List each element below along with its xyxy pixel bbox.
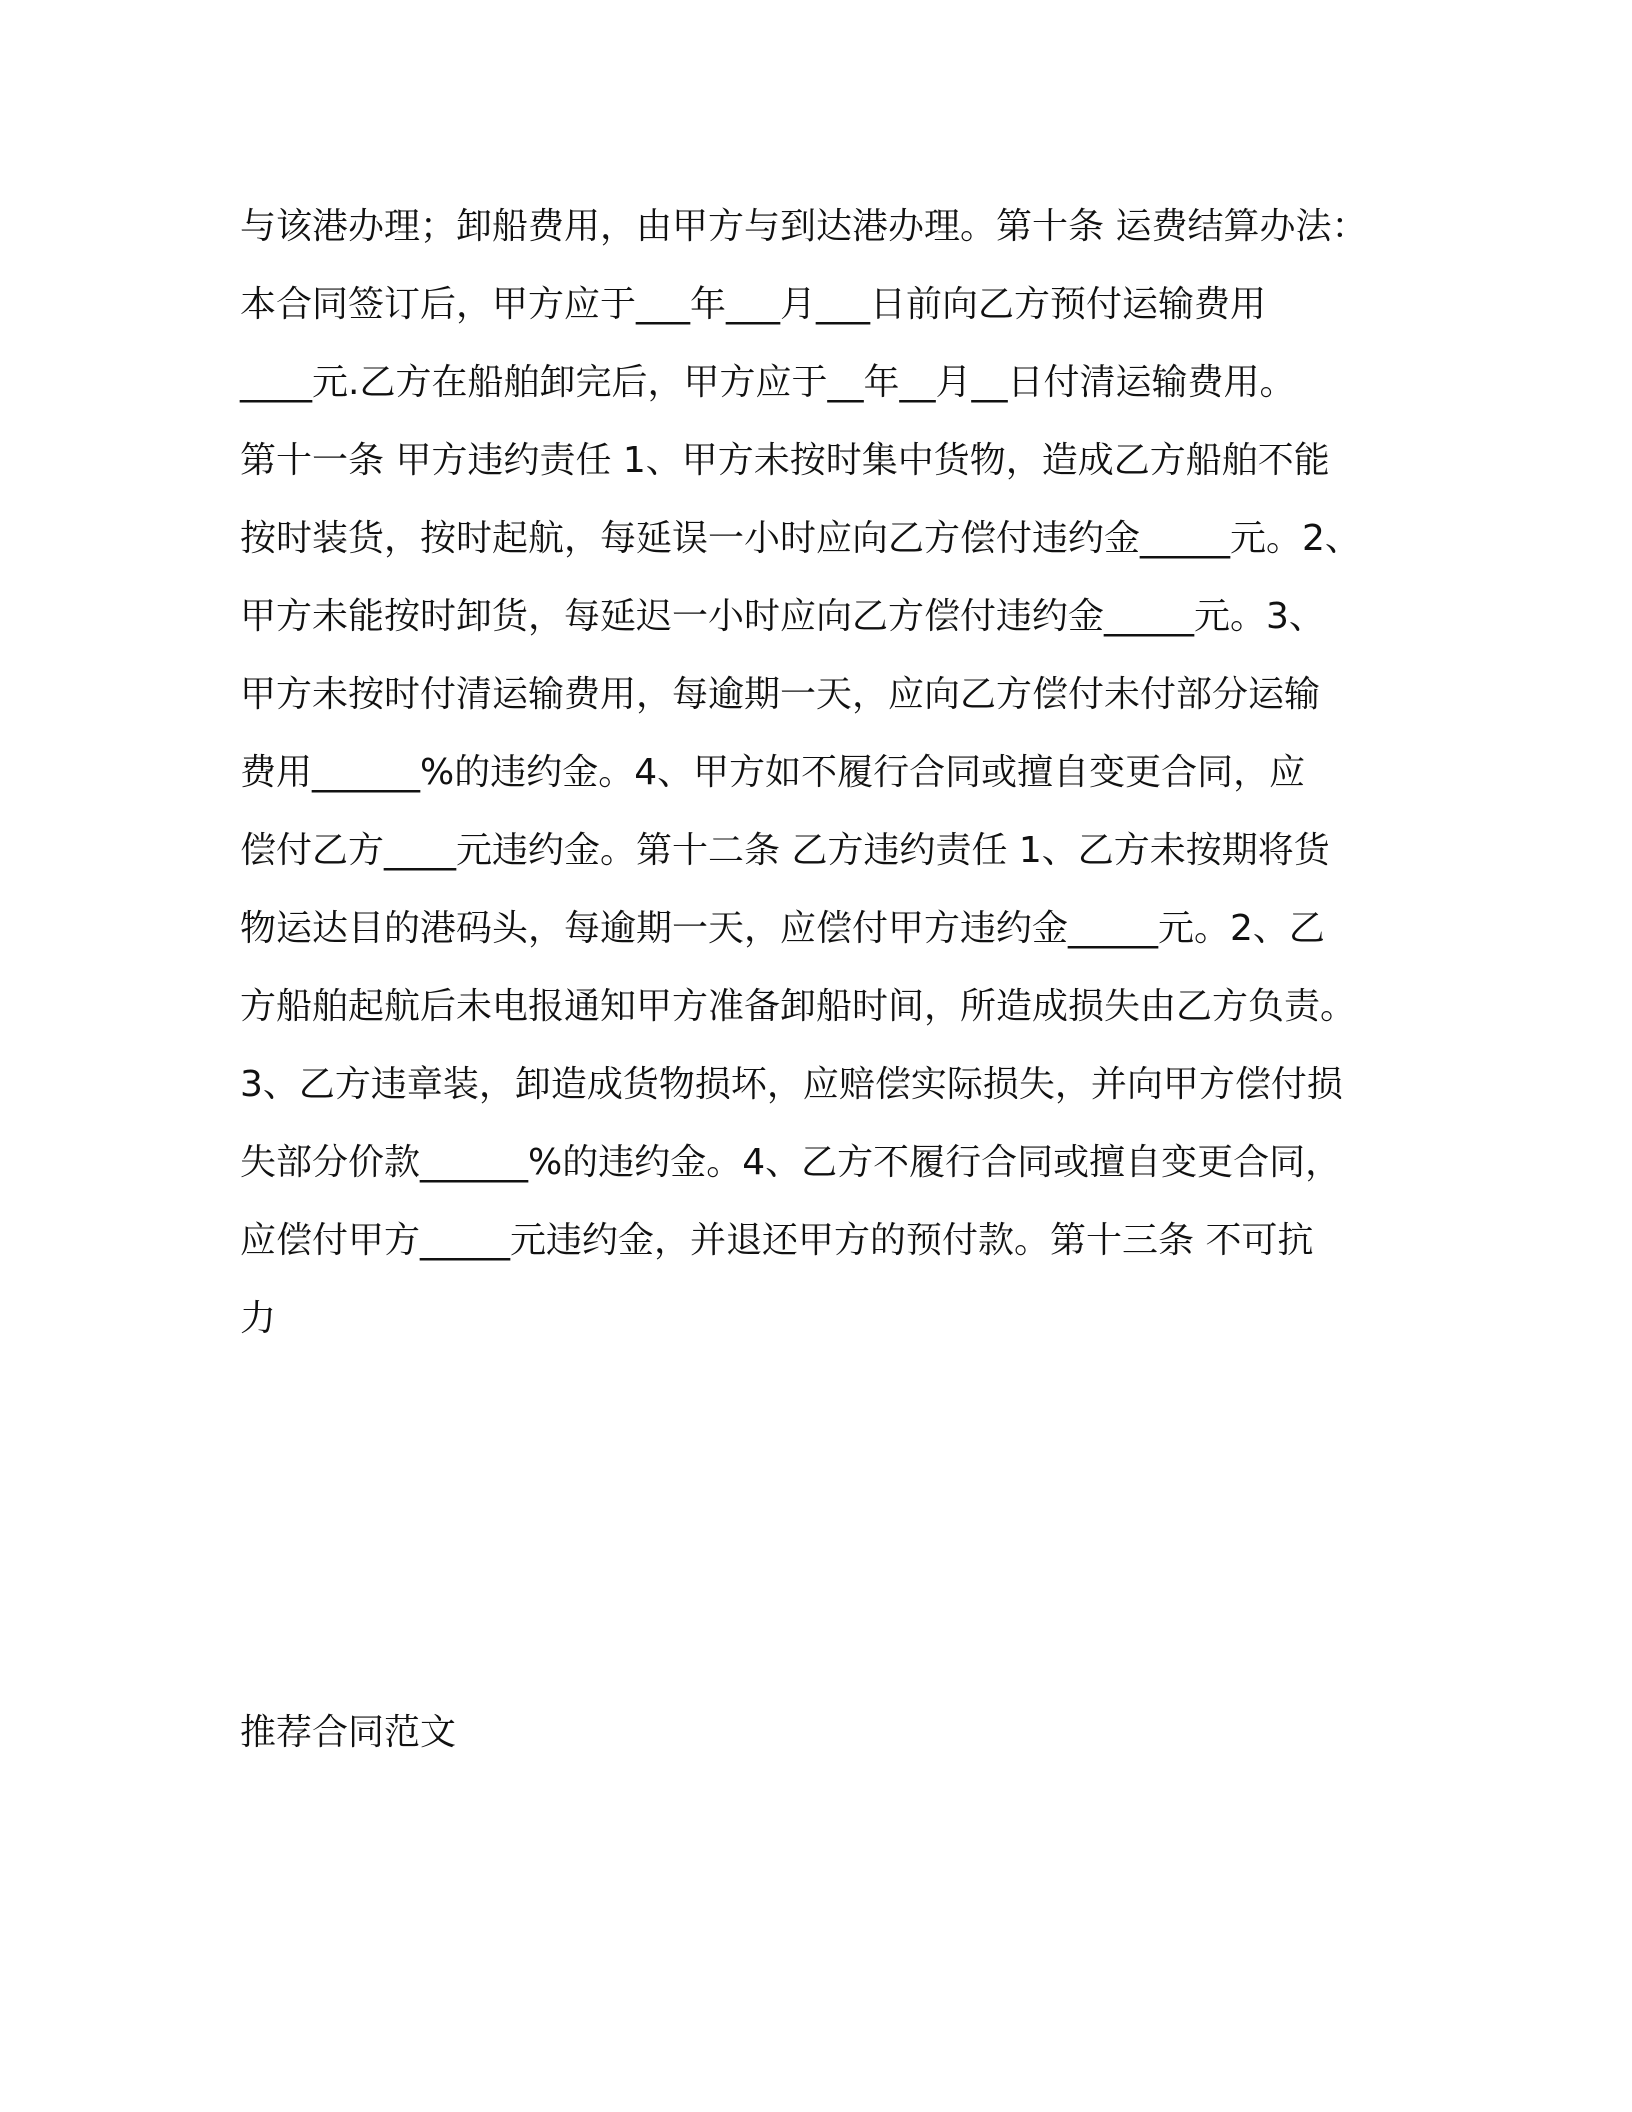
- text-line: 第十一条 甲方违约责任 1、甲方未按时集中货物，造成乙方船舶不能: [240, 440, 1330, 481]
- text-line: 力: [240, 1298, 277, 1339]
- text-line: 按时装货，按时起航，每延误一小时应向乙方偿付违约金_____元。2、: [240, 518, 1361, 559]
- text-line: 偿付乙方____元违约金。第十二条 乙方违约责任 1、乙方未按期将货: [240, 830, 1330, 871]
- text-line: 与该港办理；卸船费用，由甲方与到达港办理。第十条 运费结算办法：: [240, 206, 1368, 247]
- text-line: ____元.乙方在船舶卸完后，甲方应于__年__月__日付清运输费用。: [240, 362, 1296, 403]
- text-line: 应偿付甲方_____元违约金，并退还甲方的预付款。第十三条 不可抗: [240, 1220, 1314, 1261]
- text-line: 费用______%的违约金。4、甲方如不履行合同或擅自变更合同，应: [240, 752, 1306, 793]
- text-line: 甲方未能按时卸货，每延迟一小时应向乙方偿付违约金_____元。3、: [240, 596, 1325, 637]
- text-line: 失部分价款______%的违约金。4、乙方不履行合同或擅自变更合同，: [240, 1142, 1342, 1183]
- recommend-heading: 推荐合同范文: [240, 1712, 457, 1753]
- contract-body-text: [240, 188, 1420, 1358]
- text-line: 物运达目的港码头，每逾期一天，应偿付甲方违约金_____元。2、乙: [240, 908, 1325, 949]
- text-line: 方船舶起航后未电报通知甲方准备卸船时间，所造成损失由乙方负责。: [240, 986, 1357, 1027]
- text-line: 3、乙方违章装，卸造成货物损坏，应赔偿实际损失，并向甲方偿付损: [240, 1064, 1343, 1105]
- text-line: 甲方未按时付清运输费用，每逾期一天，应向乙方偿付未付部分运输: [240, 674, 1321, 715]
- text-line: 本合同签订后，甲方应于___年___月___日前向乙方预付运输费用: [240, 284, 1267, 325]
